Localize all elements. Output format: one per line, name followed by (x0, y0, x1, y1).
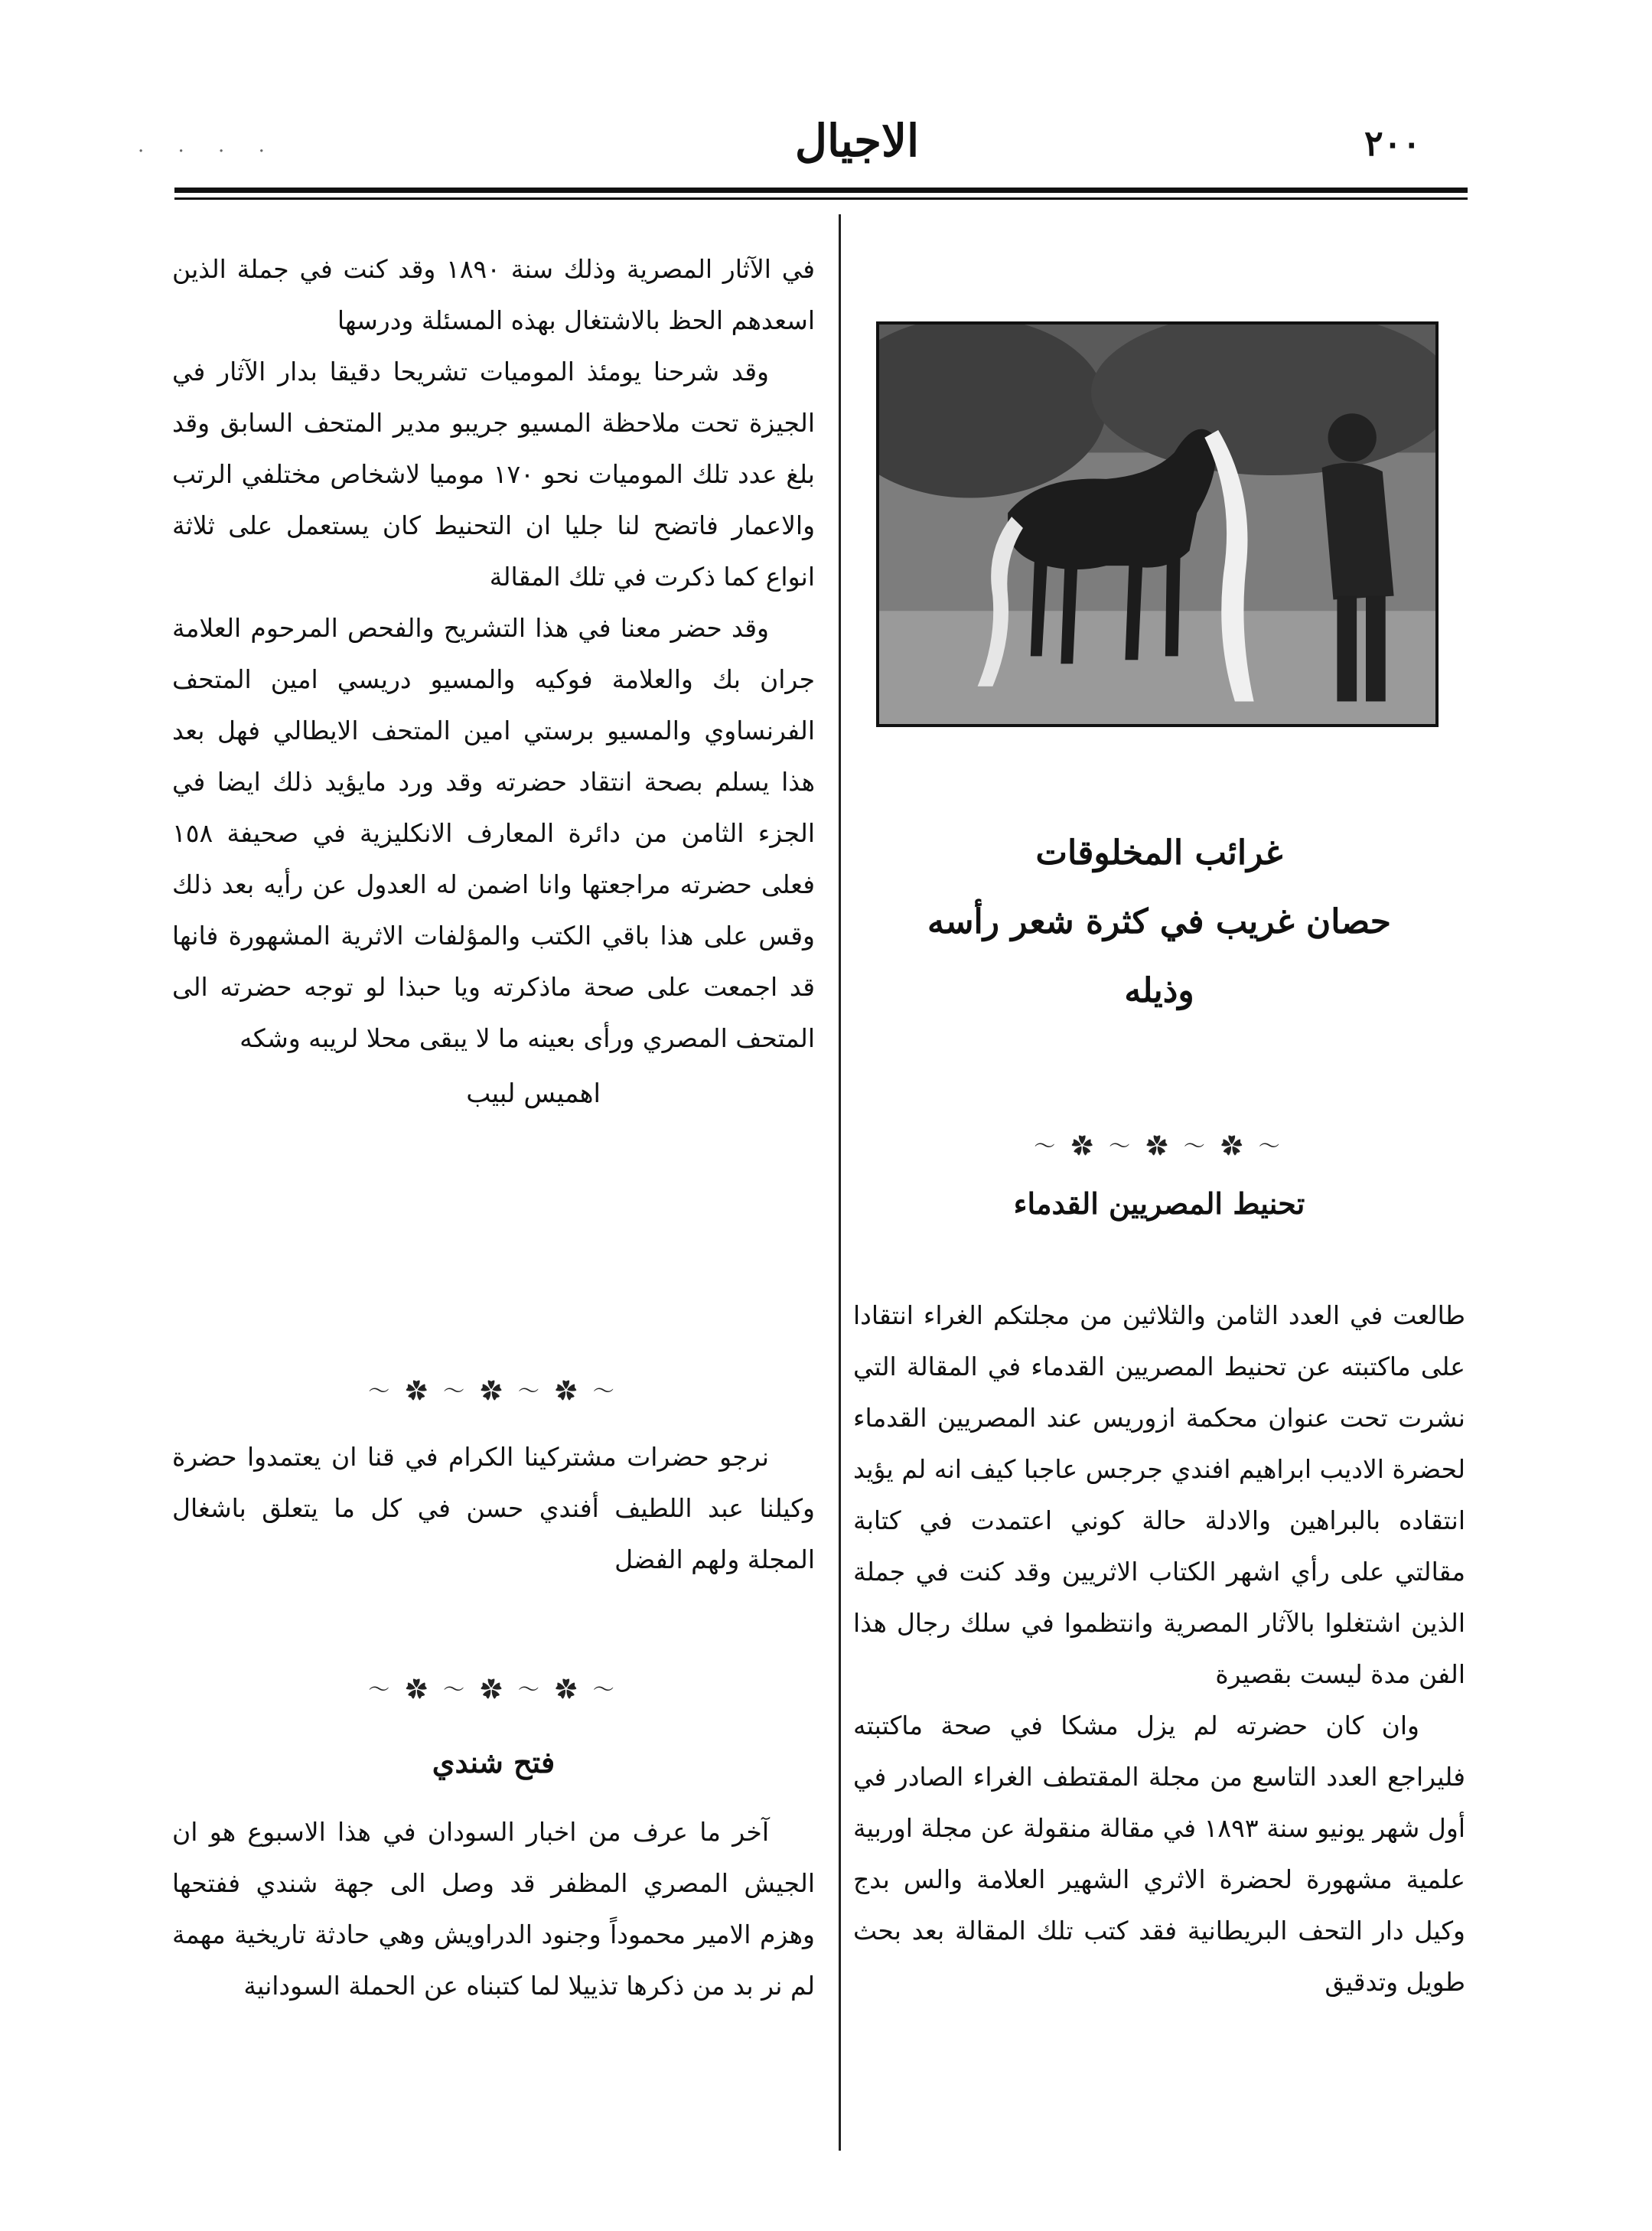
journal-title: الاجيال (794, 115, 920, 167)
ornament: 〜 ✿ 〜 ✿ 〜 ✿ 〜 (1034, 1133, 1285, 1159)
header-rule (174, 188, 1468, 193)
column-divider (839, 214, 841, 2151)
ornament: 〜 ✿ 〜 ✿ 〜 ✿ 〜 (368, 1677, 619, 1702)
headline-block (853, 819, 1465, 1026)
right-paragraph-1: طالعت في العدد الثامن والثلاثين من مجلتكم الغراء انتقادا على ماكتبته عن تحنيط المصريين القدماء في المقالة التي نشرت تحت عنوان محكمة ازوريس عند المصريين القدماء لحضرة الاديب ابراهيم افندي جرجس عاجبا كيف انه لم يؤيد انتقاده بالبراهين والادلة حالة كوني اعتمدت في كتابة مقالتي على رأي اشهر الكتاب الاثريين وقد كنت في جملة الذين اشتغلوا بالآثار المصرية وانتظموا في سلك رجال هذا الفن مدة ليست بقصيرة (853, 1300, 1465, 1689)
horse-photograph (876, 321, 1439, 727)
mummification-heading (853, 1171, 1465, 1252)
shendi-body (172, 1806, 815, 2011)
decorative-dots: . . . . (138, 134, 279, 157)
ornament: 〜 ✿ 〜 ✿ 〜 ✿ 〜 (368, 1378, 619, 1404)
shendi-paragraph: آخر ما عرف من اخبار السودان في هذا الاسبوع هو ان الجيش المصري المظفر قد وصل الى جهة شندي ففتحها وهزم الامير محموداً وجنود الدراويش وهي حادثة تاريخية مهمة لم نر بد من ذكرها تذييلا لما كتبناه عن الحملة السودانية (172, 1817, 815, 2001)
page-number: ٢٠٠ (1364, 122, 1422, 164)
author-signature: اهميس لبيب (466, 1078, 601, 1109)
headline-tail: وذيله (1124, 971, 1194, 1010)
headline-strange-horse: حصان غريب في كثرة شعر رأسه (927, 902, 1391, 941)
headline-strange-creatures: غرائب المخلوقات (1035, 833, 1283, 873)
section-title-mummification: تحنيط المصريين القدماء (1013, 1186, 1305, 1221)
left-paragraph-1: في الآثار المصرية وذلك سنة ١٨٩٠ وقد كنت في جملة الذين اسعدهم الحظ بالاشتغال بهذه المسئلة ودرسها (172, 254, 815, 335)
mummification-body (853, 1290, 1465, 2008)
ornament-divider-2 (172, 1646, 815, 1734)
horse-photo-image (879, 325, 1435, 724)
left-paragraph-2: وقد شرحنا يومئذ الموميات تشريحا دقيقا بدار الآثار في الجيزة تحت ملاحظة المسيو جريبو مدير المتحف السابق وقد بلغ عدد تلك الموميات نحو ١٧٠ موميا لاشخاص مختلفي الرتب والاعمار فاتضح لنا جليا ان التحنيط كان يستعمل على ثلاثة انواع كما ذكرت في تلك المقالة (172, 357, 815, 592)
header-rule-thin (174, 197, 1468, 200)
left-paragraph-3: وقد حضر معنا في هذا التشريح والفحص المرحوم العلامة جران بك والعلامة فوكيه والمسيو دريسي امين المتحف الفرنساوي والمسيو برستي امين المتحف الايطالي فهل بعد هذا يسلم بصحة انتقاد حضرته وقد ورد مايؤيد ذلك ايضا في الجزء الثامن من دائرة المعارف الانكليزية في صحيفة ١٥٨ فعلى حضرته مراجعتها وانا اضمن له العدول عن رأيه بعد ذلك وقس على هذا باقي الكتب والمؤلفات الاثرية المشهورة فانها قد اجمعت على صحة ماذكرته ويا حبذا لو توجه حضرته الى المتحف المصري ورأى بعينه ما لا يبقى محلا لريبه وشكه (172, 613, 815, 1053)
left-column (172, 243, 815, 1120)
right-paragraph-2: وان كان حضرته لم يزل مشكا في صحة ماكتبته فليراجع العدد التاسع من مجلة المقتطف الغراء الصادر في أول شهر يونيو سنة ١٨٩٣ في مقالة منقولة عن مجلة اوربية علمية مشهورة لحضرة الاثري الشهير العلامة والس بدج وكيل دار التحف البريطانية فقد كتب تلك المقالة بعد بحث طويل وتدقيق (853, 1711, 1465, 1997)
ornament-divider (172, 1347, 815, 1436)
section-title-shendi: فتح شندي (432, 1745, 556, 1779)
subscriber-notice (172, 1431, 815, 1585)
notice-text: نرجو حضرات مشتركينا الكرام في قنا ان يعتمدوا حضرة وكيلنا عبد اللطيف أفندي حسن في كل ما يتعلق باشغال المجلة ولهم الفضل (172, 1442, 815, 1574)
shendi-section (172, 1730, 815, 1811)
